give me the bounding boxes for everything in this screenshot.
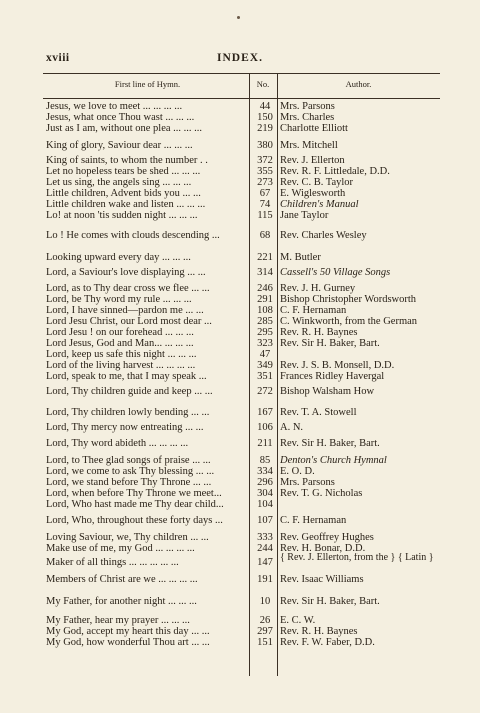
header-bottom-rule: [43, 98, 440, 99]
hymn-author: Rev. J. H. Gurney: [280, 283, 356, 294]
hymn-number: 47: [259, 349, 271, 360]
hymn-number: 314: [257, 267, 273, 278]
hymn-first-line: Lord Jesus, God and Man... ... ... ...: [46, 338, 194, 349]
hymn-number: 150: [257, 112, 273, 123]
hymn-number: 323: [257, 338, 273, 349]
hymn-author: A. N.: [280, 422, 304, 433]
hymn-author: Rev. Charles Wesley: [280, 230, 367, 241]
hymn-first-line: Lord, Who hast made me Thy dear child...: [46, 499, 224, 510]
hymn-author: Mrs. Parsons: [280, 101, 335, 112]
hymn-number: 295: [257, 327, 273, 338]
hymn-number: 246: [257, 283, 273, 294]
hymn-author: Denton's Church Hymnal: [280, 455, 387, 466]
hymn-first-line: Lord, Thy word abideth ... ... ... ...: [46, 438, 189, 449]
hymn-number: 285: [257, 316, 273, 327]
hymn-number: 191: [257, 574, 273, 585]
hymn-number: 147: [257, 557, 273, 568]
hymn-first-line: My Father, for another night ... ... ...: [46, 596, 197, 607]
column-header-first-line: First line of Hymn.: [114, 79, 181, 89]
hymn-first-line: Just as I am, without one plea ... ... ...: [46, 123, 203, 134]
hymn-number: 115: [257, 210, 273, 221]
hymn-author: Rev. Sir H. Baker, Bart.: [280, 438, 380, 449]
hymn-first-line: Lord of the living harvest ... ... ... ...: [46, 360, 196, 371]
column-header-number: No.: [256, 79, 270, 89]
hymn-number: 351: [257, 371, 273, 382]
hymn-number: 273: [257, 177, 273, 188]
hymn-author: Rev. Sir H. Baker, Bart.: [280, 596, 380, 607]
hymn-author: C. F. Hernaman: [280, 515, 347, 526]
hymn-number: 244: [257, 543, 273, 554]
hymn-author: Rev. R. F. Littledale, D.D.: [280, 166, 390, 177]
hymn-author: C. Winkworth, from the German: [280, 316, 418, 327]
hymn-first-line: Lord, be Thy word my rule ... ... ...: [46, 294, 192, 305]
hymn-author: Rev. C. B. Taylor: [280, 177, 354, 188]
hymn-first-line: Lord, to Thee glad songs of praise ... ...: [46, 455, 211, 466]
hymn-author: Bishop Walsham How: [280, 386, 375, 397]
hymn-first-line: Lord, I have sinned—pardon me ... ...: [46, 305, 204, 316]
hymn-author: Mrs. Parsons: [280, 477, 335, 488]
hymn-first-line: My God, accept my heart this day ... ...: [46, 626, 210, 637]
hymn-first-line: Let us sing, the angels sing ... ... ...: [46, 177, 192, 188]
hymn-first-line: Lord Jesu ! on our forehead ... ... ...: [46, 327, 194, 338]
hymn-first-line: Lord, Thy mercy now entreating ... ...: [46, 422, 204, 433]
hymn-author: C. F. Hernaman: [280, 305, 347, 316]
hymn-number: 107: [257, 515, 273, 526]
hymn-author: Rev. T. G. Nicholas: [280, 488, 363, 499]
hymn-first-line: Lord, when before Thy Throne we meet...: [46, 488, 222, 499]
hymn-first-line: My God, how wonderful Thou art ... ...: [46, 637, 210, 648]
hymn-author: Rev. Isaac Williams: [280, 574, 364, 585]
hymn-first-line: Lo ! He comes with clouds descending ...: [46, 230, 220, 241]
hymn-author: Rev. Sir H. Baker, Bart.: [280, 338, 380, 349]
hymn-first-line: King of saints, to whom the number . .: [46, 155, 208, 166]
hymn-number: 10: [259, 596, 271, 607]
hymn-first-line: Lord, Thy children guide and keep ... ...: [46, 386, 213, 397]
hymn-author: Jane Taylor: [280, 210, 329, 221]
hymn-author: Frances Ridley Havergal: [280, 371, 385, 382]
hymn-first-line: Lord, speak to me, that I may speak ...: [46, 371, 207, 382]
hymn-first-line: Lord, we stand before Thy Throne ... ...: [46, 477, 212, 488]
hymn-number: 334: [257, 466, 273, 477]
hymn-number: 85: [259, 455, 271, 466]
hymn-author: Rev. H. Bonar, D.D.: [280, 543, 366, 554]
hymn-number: 297: [257, 626, 273, 637]
hymn-first-line: Loving Saviour, we, Thy children ... ...: [46, 532, 209, 543]
hymn-number: 349: [257, 360, 273, 371]
hymn-number: 211: [257, 438, 273, 449]
hymn-author: Bishop Christopher Wordsworth: [280, 294, 417, 305]
hymn-author: E. C. W.: [280, 615, 316, 626]
hymn-first-line: Maker of all things ... ... ... ... ...: [46, 557, 179, 568]
hymn-first-line: Lord, keep us safe this night ... ... ...: [46, 349, 197, 360]
hymn-first-line: Little children, Advent bids you ... ...: [46, 188, 201, 199]
hymn-number: 372: [257, 155, 273, 166]
hymn-number: 304: [257, 488, 273, 499]
hymn-number: 167: [257, 407, 273, 418]
hymn-number: 221: [257, 252, 273, 263]
hymn-number: 380: [257, 140, 273, 151]
hymn-number: 296: [257, 477, 273, 488]
hymn-first-line: Lord, a Saviour's love displaying ... ...: [46, 267, 206, 278]
hymn-first-line: Let no hopeless tears be shed ... ... ...: [46, 166, 201, 177]
hymn-author: Rev. R. H. Baynes: [280, 327, 358, 338]
hymn-first-line: Members of Christ are we ... ... ... ...: [46, 574, 198, 585]
hymn-author: E. Wiglesworth: [280, 188, 346, 199]
hymn-first-line: Lord, Thy children lowly bending ... ...: [46, 407, 210, 418]
hymn-first-line: Jesus, what once Thou wast ... ... ...: [46, 112, 195, 123]
hymn-author: E. O. D.: [280, 466, 315, 477]
hymn-author: Mrs. Mitchell: [280, 140, 338, 151]
hymn-author: Charlotte Elliott: [280, 123, 348, 134]
hymn-number: 67: [259, 188, 271, 199]
hymn-first-line: Lord Jesu Christ, our Lord most dear ...: [46, 316, 212, 327]
hymn-author: Rev. R. H. Baynes: [280, 626, 358, 637]
page-number: xviii: [46, 52, 70, 64]
hymn-first-line: Little children wake and listen ... ... ...: [46, 199, 206, 210]
hymn-first-line: Lord, as to Thy dear cross we flee ... ...: [46, 283, 210, 294]
hymn-first-line: Jesus, we love to meet ... ... ... ...: [46, 101, 183, 112]
hymn-number: 151: [257, 637, 273, 648]
hymn-number: 68: [259, 230, 271, 241]
page-mark: [237, 16, 240, 19]
hymn-author: Rev. F. W. Faber, D.D.: [280, 637, 375, 648]
column-header-author: Author.: [345, 79, 372, 89]
hymn-number: 219: [257, 123, 273, 134]
hymn-first-line: Lord, Who, throughout these forty days ...: [46, 515, 223, 526]
hymn-number: 74: [259, 199, 271, 210]
hymn-first-line: Looking upward every day ... ... ...: [46, 252, 191, 263]
hymn-author: Mrs. Charles: [280, 112, 335, 123]
hymn-first-line: King of glory, Saviour dear ... ... ...: [46, 140, 193, 151]
hymn-first-line: Make use of me, my God ... ... ... ...: [46, 543, 195, 554]
hymn-author: Rev. J. Ellerton: [280, 155, 345, 166]
hymn-number: 106: [257, 422, 273, 433]
hymn-number: 291: [257, 294, 273, 305]
hymn-author: Rev. T. A. Stowell: [280, 407, 357, 418]
hymn-author: M. Butler: [280, 252, 321, 263]
hymn-number: 108: [257, 305, 273, 316]
hymn-author: Children's Manual: [280, 199, 359, 210]
column-divider-1: [249, 73, 250, 676]
hymn-author: { Rev. J. Ellerton, from the } { Latin }: [280, 553, 434, 563]
hymn-first-line: Lo! at noon 'tis sudden night ... ... ...: [46, 210, 198, 221]
hymn-number: 26: [259, 615, 271, 626]
hymn-number: 44: [259, 101, 271, 112]
page-title: INDEX.: [217, 52, 263, 64]
table-top-rule: [43, 73, 440, 74]
hymn-author: Rev. J. S. B. Monsell, D.D.: [280, 360, 395, 371]
hymn-number: 333: [257, 532, 273, 543]
hymn-author: Cassell's 50 Village Songs: [280, 267, 391, 278]
hymn-first-line: Lord, we come to ask Thy blessing ... ...: [46, 466, 215, 477]
hymn-number: 355: [257, 166, 273, 177]
hymn-author: Rev. Geoffrey Hughes: [280, 532, 374, 543]
hymn-first-line: My Father, hear my prayer ... ... ...: [46, 615, 190, 626]
hymn-number: 104: [257, 499, 273, 510]
hymn-number: 272: [257, 386, 273, 397]
